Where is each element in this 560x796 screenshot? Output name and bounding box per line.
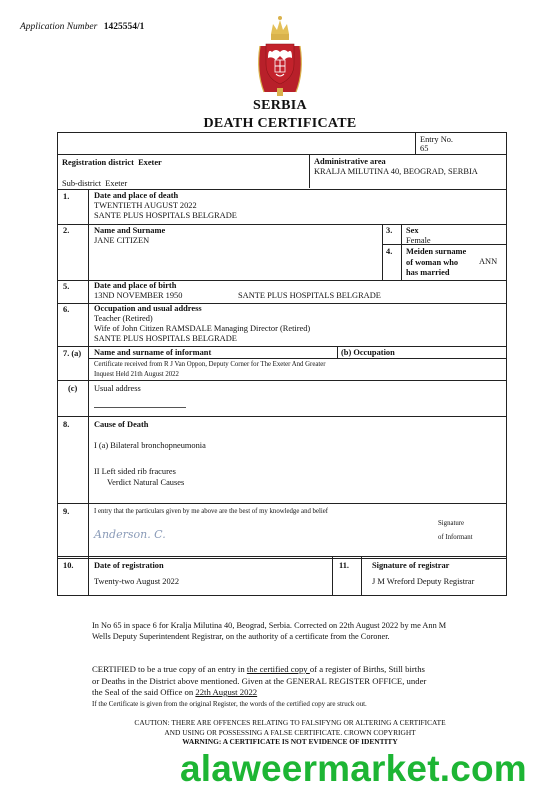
sex-label: Sex	[406, 226, 419, 235]
application-number: Application Number 1425554/1	[20, 22, 145, 32]
cause-3: Verdict Natural Causes	[107, 478, 185, 487]
watermark: alaweermarket.com	[180, 748, 527, 789]
birth-date: 13ND NOVEMBER 1950	[94, 291, 183, 300]
occupation-label: Occupation and usual address	[94, 304, 202, 313]
registrar-value: J M Wreford Deputy Registrar	[372, 577, 475, 586]
maiden-label-3: has married	[406, 268, 450, 277]
maiden-label-1: Meiden surname	[406, 247, 467, 256]
field-10-number: 10.	[63, 561, 74, 570]
usual-address-line	[94, 407, 186, 408]
cause-label: Cause of Death	[94, 420, 149, 429]
field-7-number: 7. (a)	[63, 349, 82, 358]
informant-line-2: Inquest Held 21th August 2022	[94, 371, 179, 378]
occupation-line-1: Teacher (Retired)	[94, 314, 153, 323]
field-8-number: 8.	[63, 420, 70, 429]
admin-area-value: KRALJA MILUTINA 40, BEOGRAD, SERBIA	[314, 167, 478, 176]
entry-label: Entry No.	[420, 135, 454, 144]
occupation-line-2: Wife of John Citizen RAMSDALE Managing Director (Retired)	[94, 324, 311, 333]
informant-label: Name and surname of informant	[94, 348, 212, 357]
name-value: JANE CITIZEN	[94, 236, 150, 245]
usual-address-label: Usual address	[94, 384, 141, 393]
name-label: Name and Surname	[94, 226, 166, 235]
coat-of-arms-icon	[254, 12, 306, 98]
sex-value: Female	[406, 236, 431, 245]
entry-number: 65	[420, 144, 429, 153]
certification-text: CERTIFIED to be a true copy of an entry in the certified copy of a register of Births, Still births or Deaths in the District above mentioned. Given at the GENERAL REGISTER OFFICE, under the Seal of the said Office on 22th August 2022 If the Certificate is given from the original Register, the words of the certified copy are struck out.	[92, 664, 427, 708]
document-title: DEATH CERTIFICATE	[203, 116, 357, 131]
birth-place: SANTE PLUS HOSPITALS BELGRADE	[238, 291, 381, 300]
informant-signature: Anderson. C.	[94, 528, 166, 541]
occupation-line-3: SANTE PLUS HOSPITALS BELGRADE	[94, 334, 237, 343]
field-5-number: 5.	[63, 282, 70, 291]
informant-occupation-label: (b) Occupation	[341, 348, 395, 357]
admin-area-label: Administrative area	[314, 157, 386, 166]
field-7c-number: (c)	[68, 384, 78, 393]
registration-date-value: Twenty-two August 2022	[94, 577, 180, 586]
field-6-number: 6.	[63, 305, 70, 314]
death-date: TWENTIETH AUGUST 2022	[94, 201, 197, 210]
signature-label-1: Signature	[438, 520, 465, 527]
registration-district: Registration district Exeter	[62, 158, 162, 167]
informant-statement: I entry that the particulars given by me above are the best of my knowledge and belief	[94, 508, 329, 515]
field-4-number: 4.	[386, 247, 393, 256]
death-place: SANTE PLUS HOSPITALS BELGRADE	[94, 211, 237, 220]
field-1-number: 1.	[63, 192, 70, 201]
death-label: Date and place of death	[94, 191, 179, 200]
country-title: SERBIA	[253, 98, 307, 113]
informant-line-1: Certificate received from R J Van Oppon, Deputy Corner for The Exeter And Greater	[94, 361, 326, 368]
cause-2: II Left sided rib fracures	[94, 467, 176, 476]
cause-1: I (a) Bilateral bronchopneumonia	[94, 441, 206, 450]
signature-label-2: of Informant	[438, 534, 473, 541]
birth-label: Date and place of birth	[94, 281, 177, 290]
certificate-form	[57, 132, 507, 596]
field-9-number: 9.	[63, 507, 70, 516]
maiden-label-2: of woman who	[406, 258, 459, 267]
field-11-number: 11.	[339, 561, 350, 570]
registration-date-label: Date of registration	[94, 561, 164, 570]
sub-district: Sub-district Exeter	[62, 179, 128, 188]
caution-text: CAUTION: THERE ARE OFFENCES RELATING TO FALSIFYNG OR ALTERING A CERTIFICATE AND USING OR POSSESSING A FALSE CERTIFICATE. CROWN COPYRIGHT WARNING: A CERTIFICATE IS NOT EVIDENCE OF IDENTITY	[134, 718, 446, 746]
field-3-number: 3.	[386, 226, 393, 235]
maiden-value: ANN	[479, 257, 498, 266]
registrar-label: Signature of registrar	[372, 561, 450, 570]
field-2-number: 2.	[63, 226, 70, 235]
correction-note: In No 65 in space 6 for Kralja Milutina 40, Beograd, Serbia. Corrected on 22th August 2022 by me Ann M Wells Deputy Superintendent Registrar, on the authority of a certificate from the Coroner.	[92, 621, 447, 641]
